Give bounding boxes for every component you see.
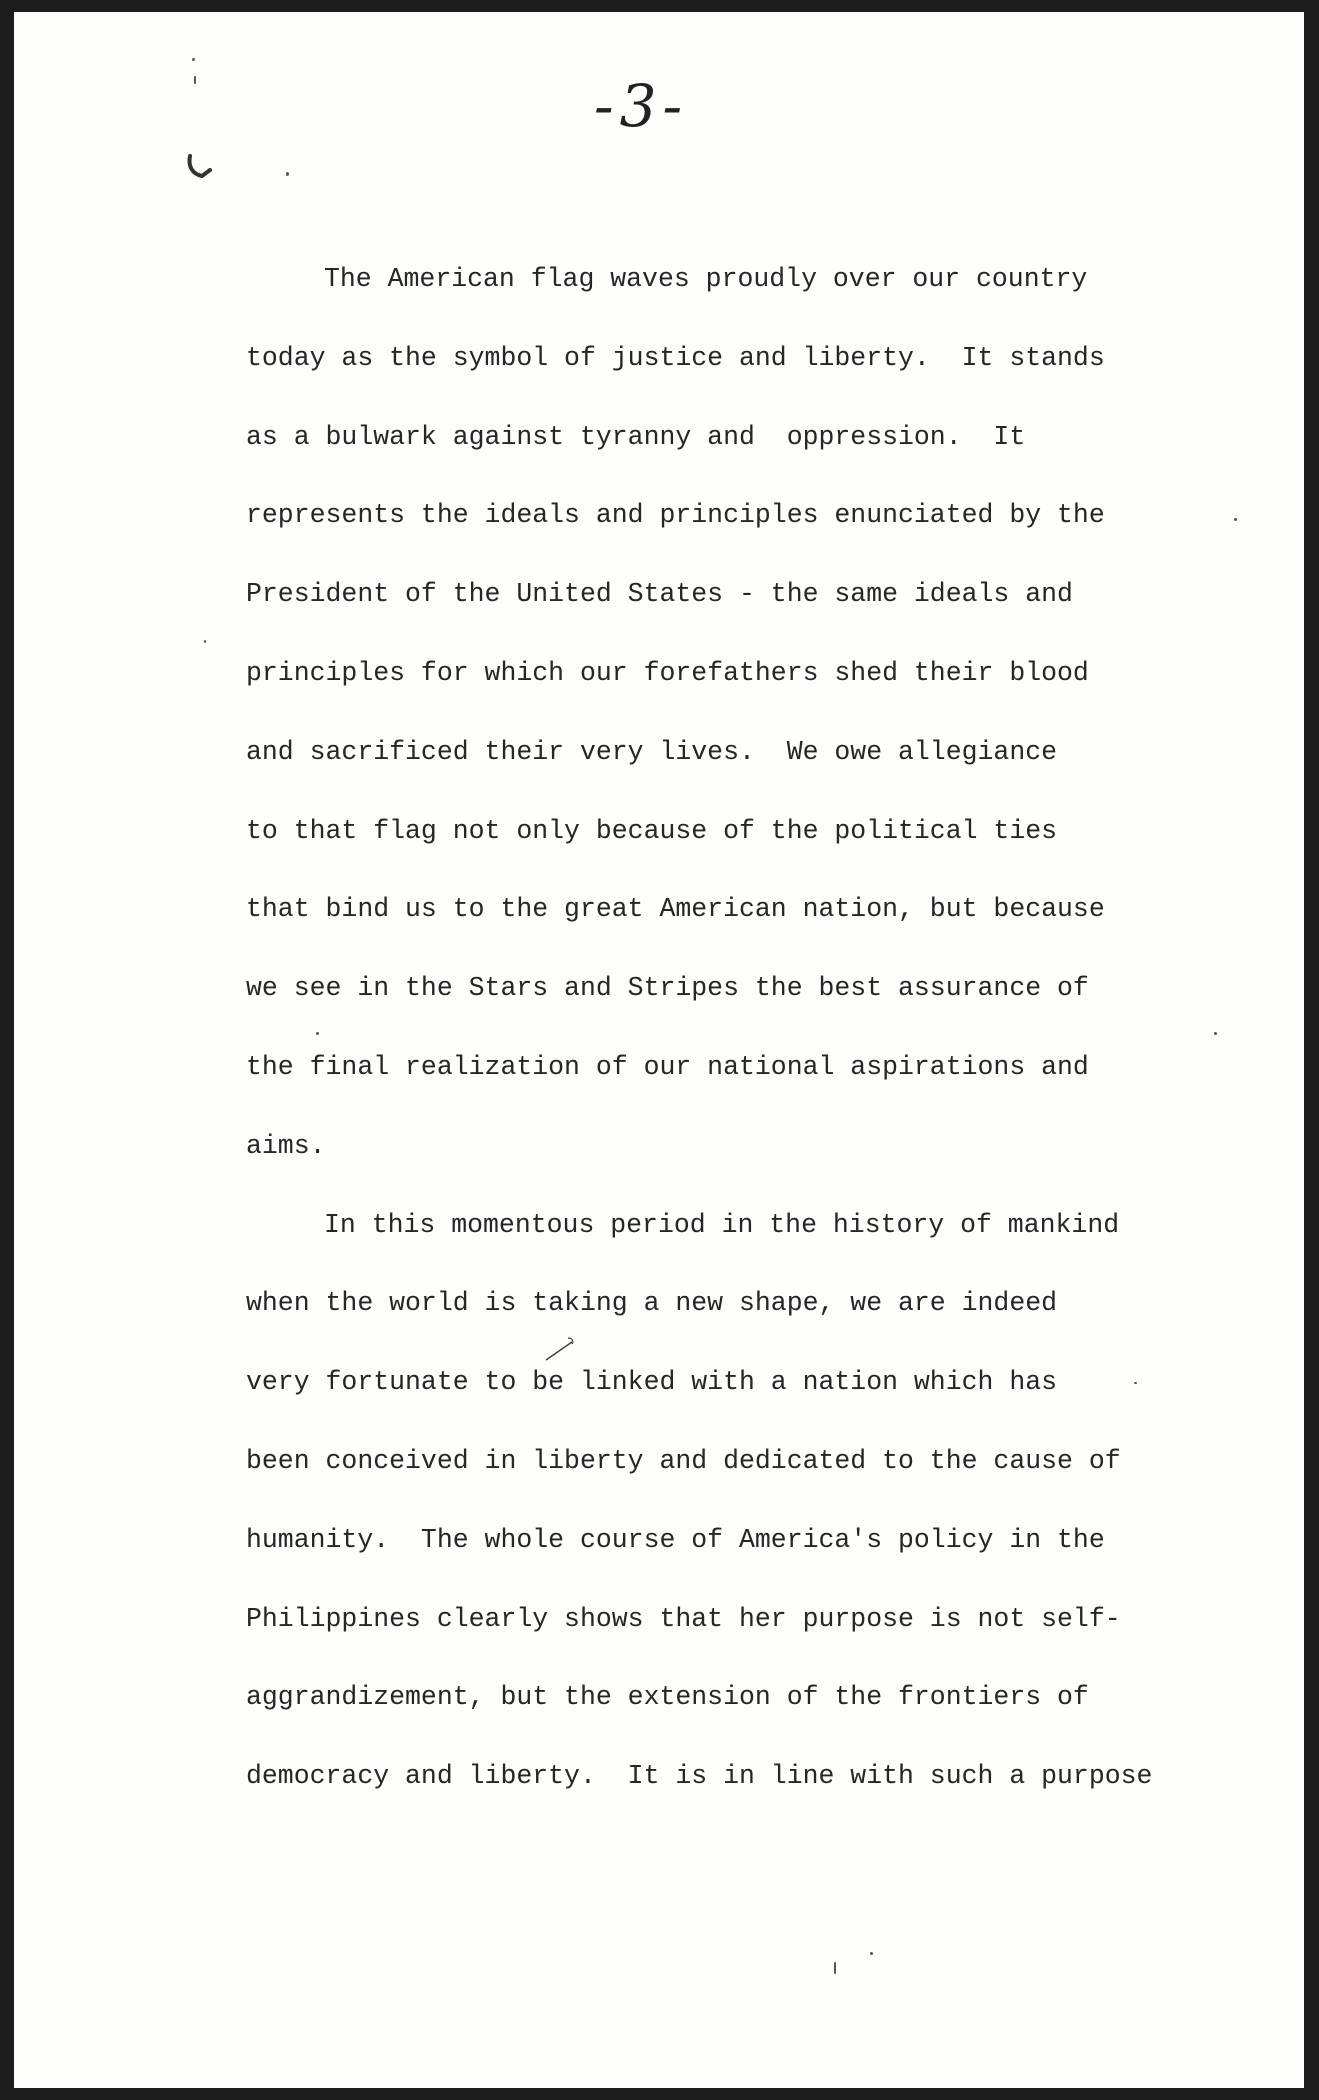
text-line: and sacrificed their very lives. We owe allegiance xyxy=(246,736,1058,767)
text-line: The American flag waves proudly over our country xyxy=(324,264,1088,294)
text-line: when the world is taking a new shape, we are indeed xyxy=(246,1288,1058,1319)
text-line: today as the symbol of justice and liberty. It stands xyxy=(246,342,1105,373)
margin-mark-icon xyxy=(184,152,224,192)
text-line: President of the United States - the same ideals and xyxy=(246,579,1073,610)
text-line: been conceived in liberty and dedicated to the cause of xyxy=(246,1445,1121,1476)
text-line: very fortunate to be linked with a nation which has xyxy=(246,1367,1058,1398)
text-line: to that flag not only because of the political ties xyxy=(246,815,1058,846)
typed-body xyxy=(246,240,1186,1816)
text-line: the final realization of our national aspirations and xyxy=(246,1051,1089,1082)
text-line: democracy and liberty. It is in line with such a purpose xyxy=(246,1761,1153,1792)
paragraph-1 xyxy=(246,240,1186,1186)
text-line: Philippines clearly shows that her purpose is not self- xyxy=(246,1603,1121,1634)
text-line: humanity. The whole course of America's policy in the xyxy=(246,1524,1105,1555)
text-line: that bind us to the great American nation, but because xyxy=(246,894,1105,925)
text-line: principles for which our forefathers shed their blood xyxy=(246,657,1089,688)
text-line: as a bulwark against tyranny and oppression. It xyxy=(246,421,1026,452)
text-line: represents the ideals and principles enunciated by the xyxy=(246,500,1105,531)
text-line: aims. xyxy=(246,1130,326,1161)
page-number: -3- xyxy=(594,72,689,140)
text-line: aggrandizement, but the extension of the frontiers of xyxy=(246,1682,1089,1713)
text-line: In this momentous period in the history of mankind xyxy=(324,1209,1120,1240)
text-line: we see in the Stars and Stripes the best assurance of xyxy=(246,973,1089,1004)
document-page xyxy=(14,12,1304,2088)
paragraph-2 xyxy=(246,1186,1186,1816)
